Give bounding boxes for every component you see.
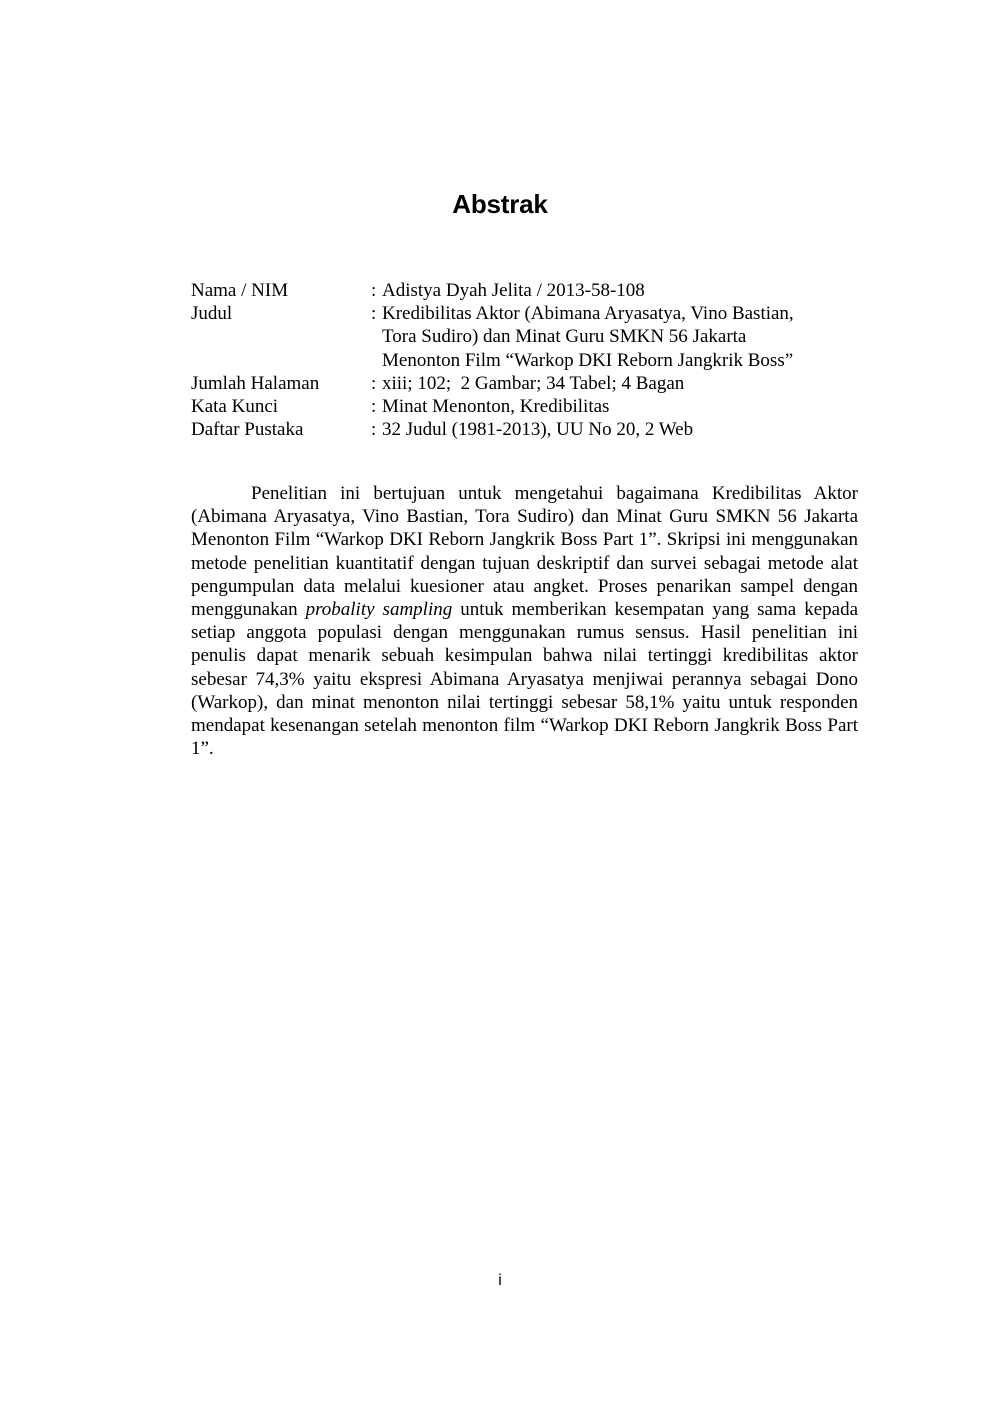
meta-value-line: Adistya Dyah Jelita / 2013-58-108 xyxy=(382,280,645,301)
meta-row-nama-nim xyxy=(191,279,871,302)
meta-value-lines xyxy=(382,279,871,302)
meta-colon: : xyxy=(371,419,377,441)
meta-value xyxy=(371,279,871,302)
meta-label: Judul xyxy=(191,303,233,325)
meta-value xyxy=(371,418,871,441)
meta-value-lines xyxy=(382,395,871,418)
meta-value xyxy=(371,372,871,395)
meta-row-judul xyxy=(191,302,871,372)
meta-label: Jumlah Halaman xyxy=(191,372,320,394)
meta-value-line: Tora Sudiro) dan Minat Guru SMKN 56 Jakarta xyxy=(382,326,747,348)
meta-value-lines xyxy=(382,372,871,395)
meta-value-line: Kredibilitas Aktor (Abimana Aryasatya, Vino Bastian, xyxy=(382,303,794,325)
meta-colon: : xyxy=(371,372,377,394)
meta-colon: : xyxy=(371,280,377,301)
meta-value-line: xiii; 102; 2 Gambar; 34 Tabel; 4 Bagan xyxy=(382,372,685,394)
meta-label: Kata Kunci xyxy=(191,396,279,418)
meta-colon: : xyxy=(371,396,377,418)
meta-row-daftar-pustaka xyxy=(191,418,871,441)
meta-row-jumlah-halaman xyxy=(191,372,871,395)
metadata-table xyxy=(191,279,871,441)
meta-value-lines xyxy=(382,418,871,441)
meta-value-line: Minat Menonton, Kredibilitas xyxy=(382,396,610,418)
page-number: i xyxy=(498,1272,502,1289)
abstract-text-part1: Penelitian ini bertujuan untuk mengetahui bagaimana Kredibilitas Aktor (Abimana Aryasatya, Vino Bastian, Tora Sudiro) dan Minat Guru SMKN 56 Jakarta Menonton Film “Warkop DKI Reborn Jangkrik Boss Part 1”. Skripsi ini menggunakan metode penelitian kuantitatif dengan tujuan deskriptif dan survei sebagai metode alat pengumpulan data melalui kuesioner atau angket. Proses penarikan sampel dengan menggunakan xyxy=(191,483,858,621)
meta-value xyxy=(371,395,871,418)
meta-value-line: Menonton Film “Warkop DKI Reborn Jangkrik Boss” xyxy=(382,349,794,371)
meta-value-line: 32 Judul (1981-2013), UU No 20, 2 Web xyxy=(382,419,694,441)
abstract-body xyxy=(191,482,858,760)
meta-label: Nama / NIM xyxy=(191,280,289,301)
meta-value-lines xyxy=(382,302,871,372)
meta-label: Daftar Pustaka xyxy=(191,419,304,441)
abstract-text-part2: untuk memberikan kesempatan yang sama kepada setiap anggota populasi dengan menggunakan rumus sensus. Hasil penelitian ini penulis dapat menarik sebuah kesimpulan bahwa nilai tertinggi kredibilitas aktor sebesar 74,3% yaitu ekspresi Abimana Aryasatya menjiwai perannya sebagai Dono (Warkop), dan minat menonton nilai tertinggi sebesar 58,1% yaitu untuk responden mendapat kesenangan setelah menonton film “Warkop DKI Reborn Jangkrik Boss Part 1”. xyxy=(191,599,859,760)
meta-row-kata-kunci xyxy=(191,395,871,418)
page-title: Abstrak xyxy=(452,189,548,219)
abstract-paragraph xyxy=(191,482,858,760)
abstract-italic-term: probality sampling xyxy=(305,599,453,621)
meta-value xyxy=(371,302,871,372)
meta-colon: : xyxy=(371,303,377,325)
